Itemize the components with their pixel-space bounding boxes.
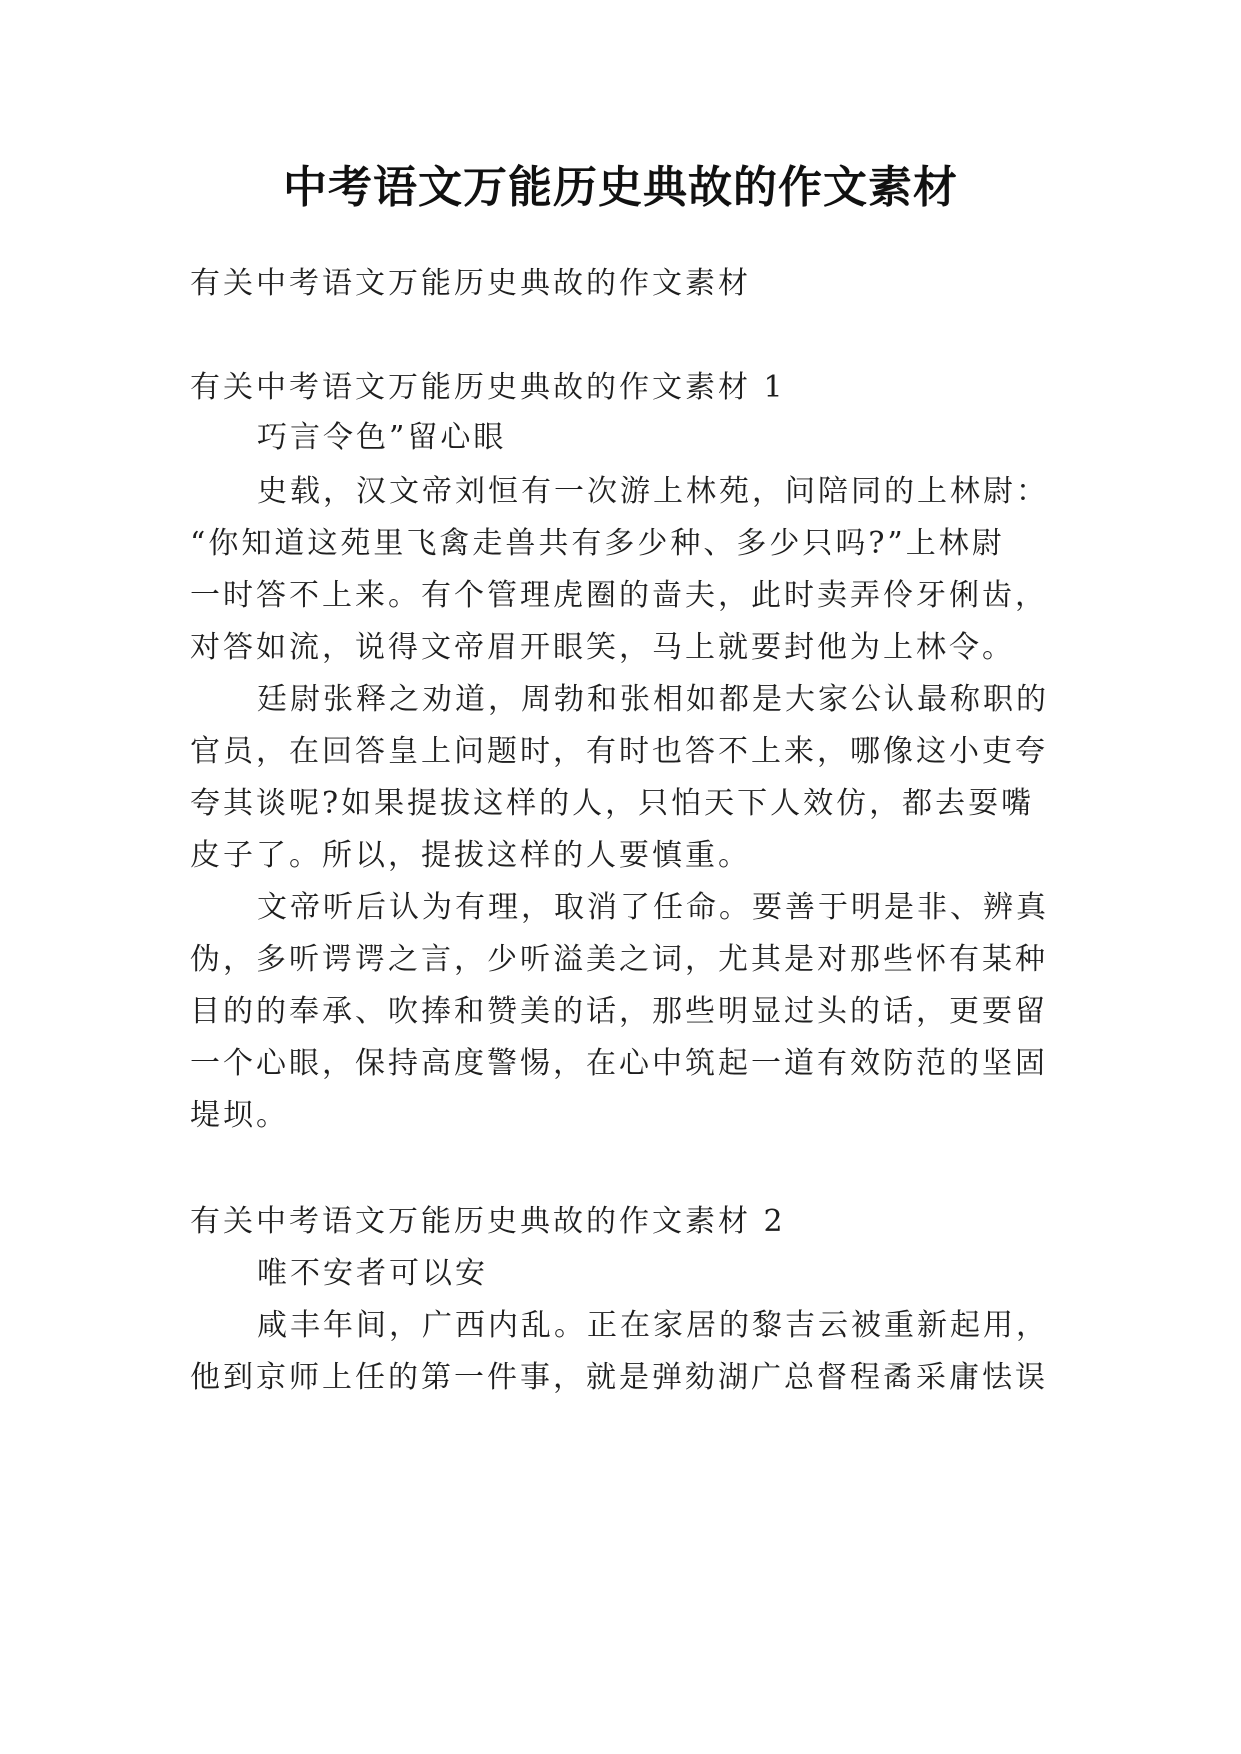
paragraph-line: 对答如流，说得文帝眉开眼笑，马上就要封他为上林令。 (190, 630, 1015, 665)
paragraph-line: 伪，多听谔谔之言，少听溢美之词，尤其是对那些怀有某种 (190, 942, 1048, 977)
story-title: 唯不安者可以安 (257, 1256, 488, 1291)
paragraph-line: 官员，在回答皇上问题时，有时也答不上来，哪像这小吏夸 (190, 734, 1048, 769)
document-subtitle: 有关中考语文万能历史典故的作文素材 (190, 266, 751, 301)
paragraph-line: 他到京师上任的第一件事，就是弹劾湖广总督程矞采庸怯误 (190, 1360, 1048, 1395)
paragraph-line: 目的的奉承、吹捧和赞美的话，那些明显过头的话，更要留 (190, 994, 1048, 1029)
paragraph-line: 咸丰年间，广西内乱。正在家居的黎吉云被重新起用， (257, 1308, 1049, 1343)
paragraph-line: 一个心眼，保持高度警惕，在心中筑起一道有效防范的坚固 (190, 1046, 1048, 1081)
section-heading: 有关中考语文万能历史典故的作文素材 1 (190, 370, 786, 405)
paragraph-line: 一时答不上来。有个管理虎圈的啬夫，此时卖弄伶牙俐齿， (190, 578, 1048, 613)
document-title: 中考语文万能历史典故的作文素材 (283, 162, 958, 213)
section-heading: 有关中考语文万能历史典故的作文素材 2 (190, 1204, 786, 1239)
paragraph-line: 夸其谈呢?如果提拔这样的人，只怕天下人效仿，都去耍嘴 (190, 786, 1035, 821)
paragraph-line: “你知道这苑里飞禽走兽共有多少种、多少只吗?”上林尉 (190, 526, 1005, 561)
paragraph-line: 皮子了。所以，提拔这样的人要慎重。 (190, 838, 751, 873)
paragraph-line: 文帝听后认为有理，取消了任命。要善于明是非、辨真 (257, 890, 1049, 925)
paragraph-line: 廷尉张释之劝道，周勃和张相如都是大家公认最称职的 (257, 682, 1049, 717)
story-title: 巧言令色”留心眼 (257, 420, 507, 455)
paragraph-line: 堤坝。 (190, 1098, 289, 1133)
paragraph-line: 史载，汉文帝刘恒有一次游上林苑，问陪同的上林尉： (257, 474, 1049, 509)
